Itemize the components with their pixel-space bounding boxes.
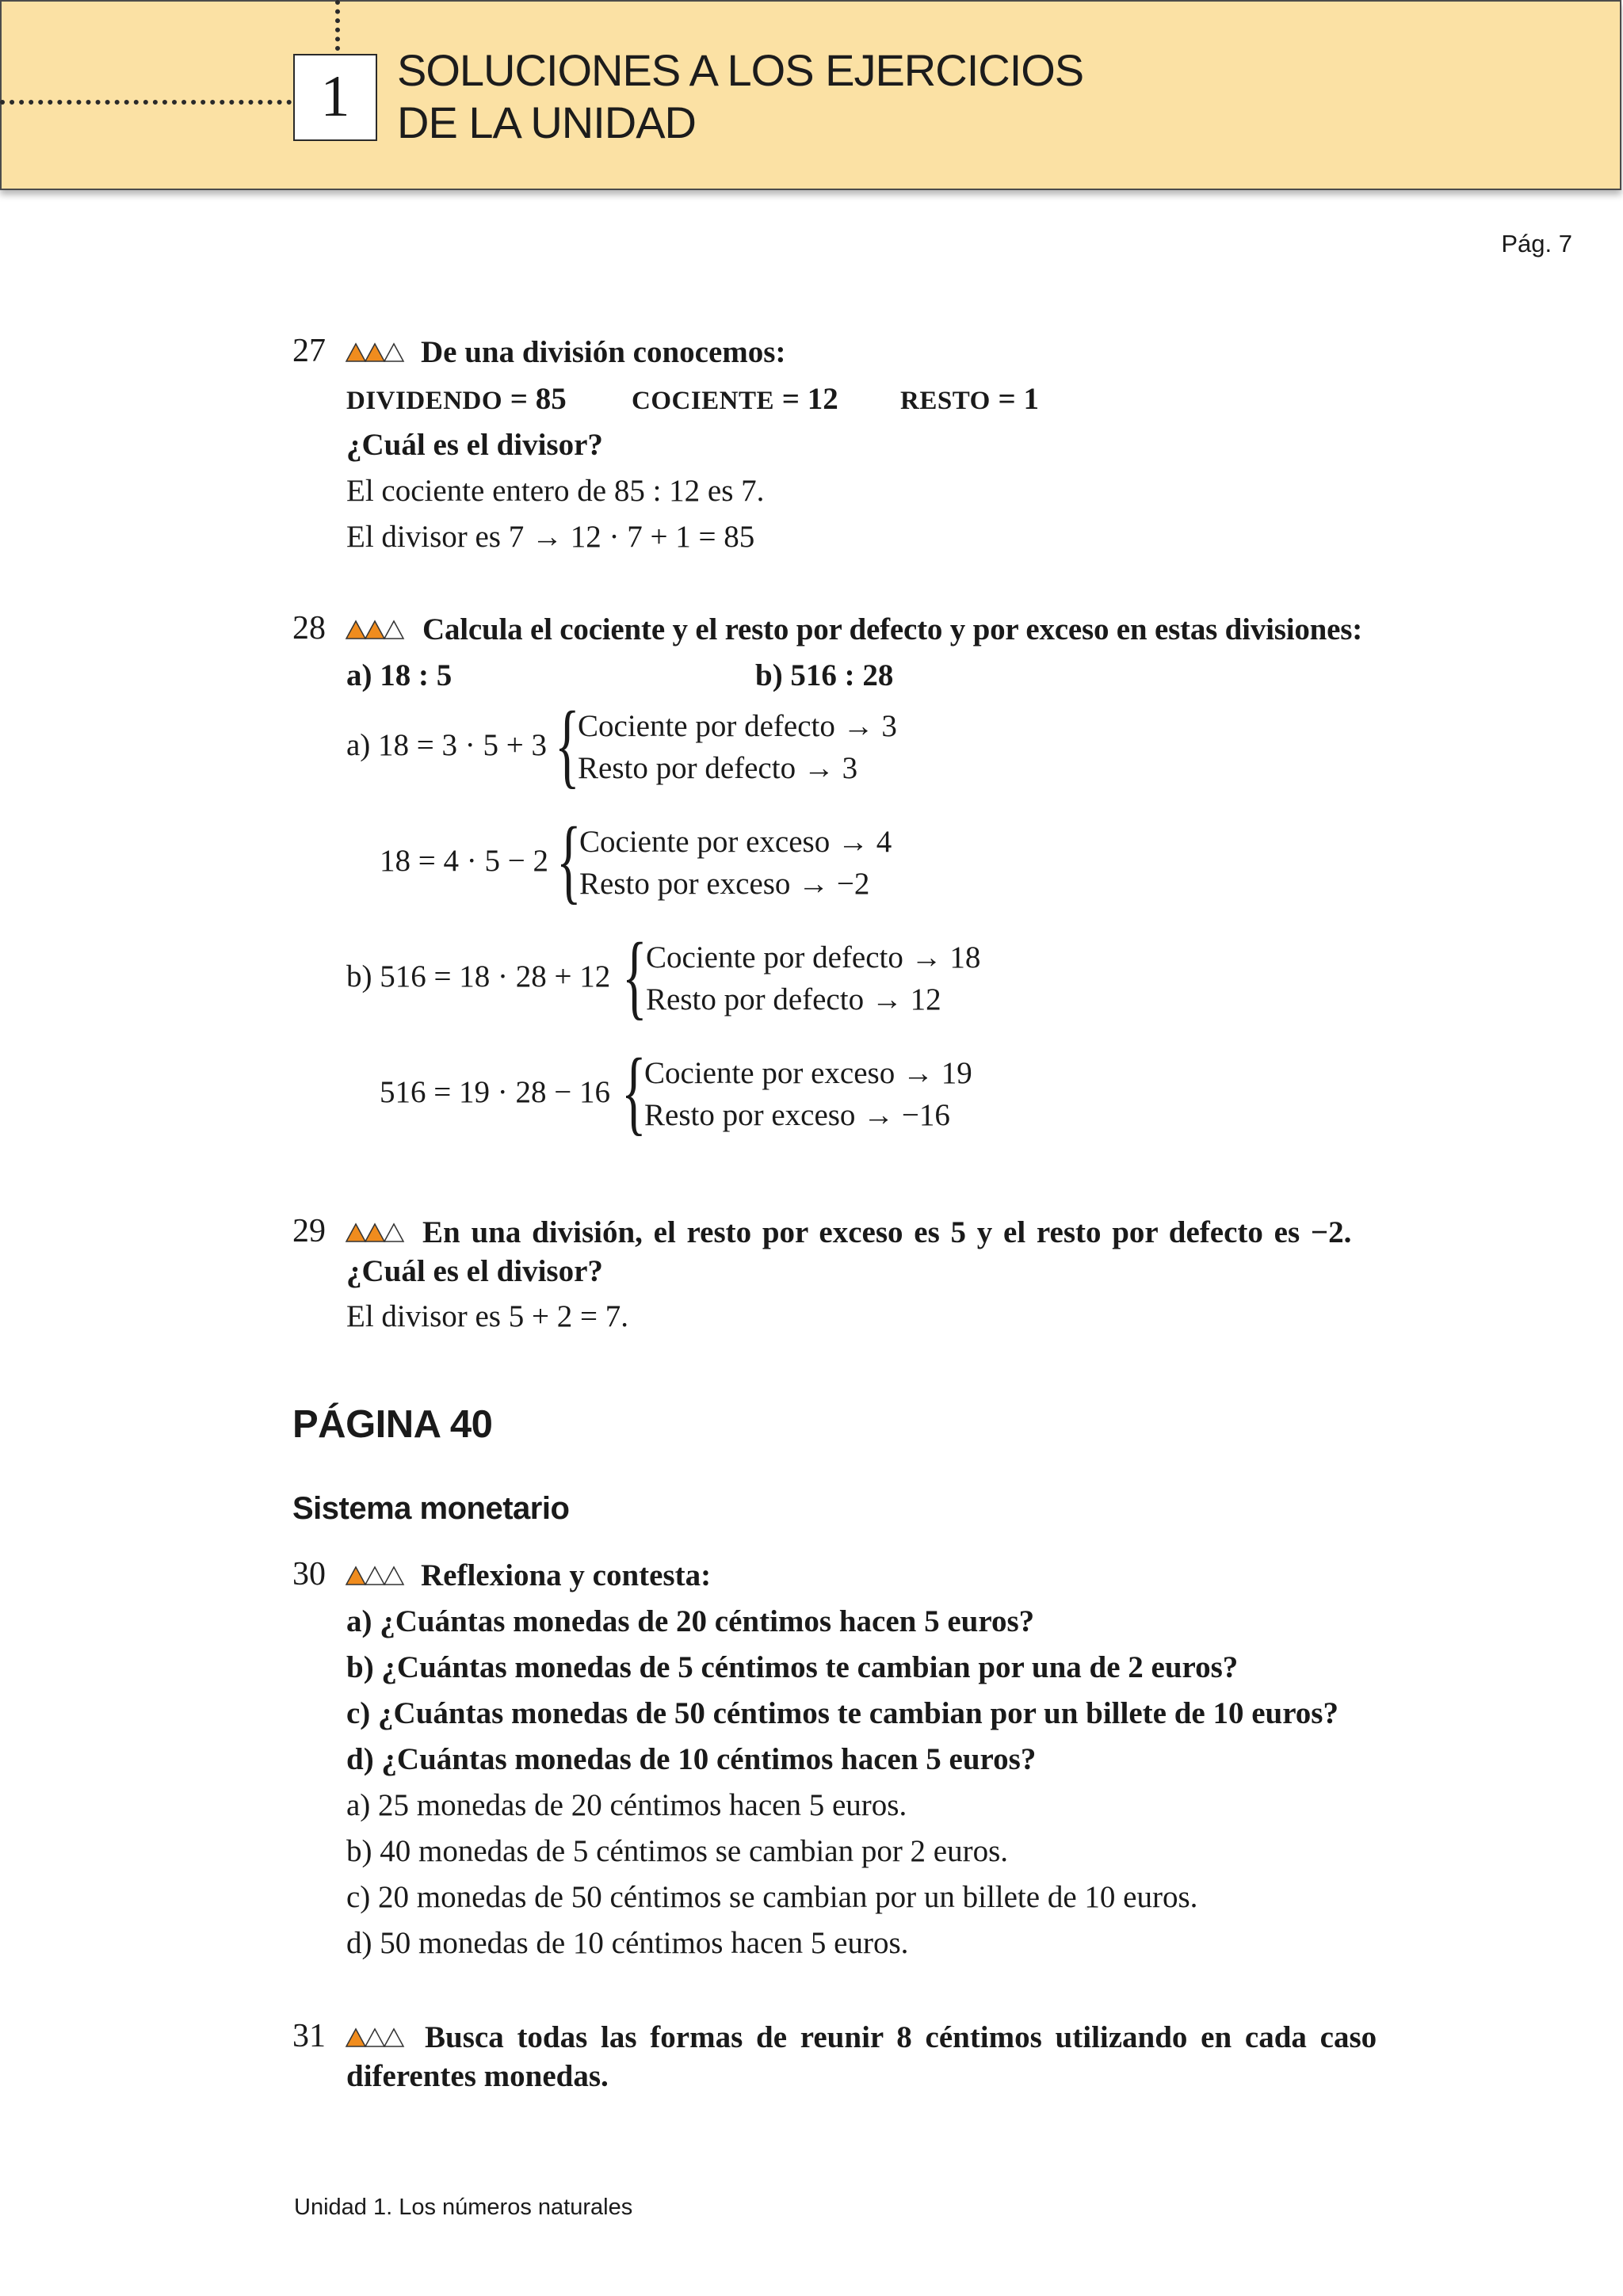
page-heading: PÁGINA 40 xyxy=(292,1403,493,1446)
equation: a) 18 = 3 · 5 + 3 xyxy=(346,728,548,762)
exercise-data xyxy=(632,380,838,420)
equation: b) 516 = 18 · 28 + 12 xyxy=(346,959,611,994)
footer: Unidad 1. Los números naturales xyxy=(294,2195,633,2220)
difficulty-triangles-icon xyxy=(345,1222,421,1243)
exercise-number: 28 xyxy=(292,610,326,646)
result-line: Cociente por exceso → 4 xyxy=(579,825,892,859)
exercise-question: c) ¿Cuántas monedas de 50 céntimos te cambian por un billete de 10 euros? xyxy=(346,1696,1338,1730)
result-line: Resto por exceso → −16 xyxy=(644,1098,950,1132)
exercise-item: a) 18 : 5 xyxy=(346,658,453,692)
exercise-statement: En una división, el resto por exceso es 5 y el resto por defecto es −2. xyxy=(422,1215,1352,1249)
difficulty-triangles-icon xyxy=(345,2027,421,2048)
result-line: Resto por exceso → −2 xyxy=(579,867,870,901)
answer-line: b) 40 monedas de 5 céntimos se cambian por 2 euros. xyxy=(346,1834,1009,1868)
answer-line: c) 20 monedas de 50 céntimos se cambian por un billete de 10 euros. xyxy=(346,1880,1198,1914)
result-line: Cociente por defecto → 3 xyxy=(578,709,897,743)
data-dividendo-value: = 85 xyxy=(510,382,567,416)
unit-number-box: 1 xyxy=(293,54,377,141)
equation: 18 = 4 · 5 − 2 xyxy=(380,844,548,878)
header-dotted-rule-vertical xyxy=(335,0,340,51)
curly-brace: { xyxy=(622,923,647,1028)
difficulty-triangles-icon xyxy=(345,342,421,363)
equation: 516 = 19 · 28 − 16 xyxy=(380,1075,610,1109)
header-dotted-rule xyxy=(0,100,292,105)
answer-line: El cociente entero de 85 : 12 es 7. xyxy=(346,474,765,508)
data-cociente-label: COCIENTE xyxy=(632,387,775,415)
exercise-question: d) ¿Cuántas monedas de 10 céntimos hacen 5 euros? xyxy=(346,1742,1037,1776)
exercise-statement: Busca todas las formas de reunir 8 céntimos utilizando en cada caso xyxy=(425,2020,1377,2054)
answer-line: d) 50 monedas de 10 céntimos hacen 5 euros. xyxy=(346,1926,909,1960)
header-title-line1: SOLUCIONES A LOS EJERCICIOS xyxy=(397,45,1084,95)
exercise-statement: Calcula el cociente y el resto por defecto y por exceso en estas divisiones: xyxy=(422,612,1362,646)
data-resto-value: = 1 xyxy=(998,382,1040,416)
data-resto-label: RESTO xyxy=(900,387,991,415)
result-line: Resto por defecto → 12 xyxy=(646,982,941,1016)
exercise-number: 31 xyxy=(292,2018,326,2054)
answer-line: a) 25 monedas de 20 céntimos hacen 5 euros. xyxy=(346,1788,907,1822)
header-title xyxy=(397,44,1083,149)
section-heading: Sistema monetario xyxy=(292,1491,570,1526)
exercise-number: 27 xyxy=(292,333,326,369)
result-line: Cociente por defecto → 18 xyxy=(646,940,981,974)
header-title-line2: DE LA UNIDAD xyxy=(397,97,696,147)
page-number: Pág. 7 xyxy=(1501,230,1572,257)
exercise-question: a) ¿Cuántas monedas de 20 céntimos hacen 5 euros? xyxy=(346,1604,1035,1638)
exercise-data xyxy=(900,380,1039,420)
difficulty-triangles-icon xyxy=(345,1566,421,1586)
exercise-number: 30 xyxy=(292,1556,326,1592)
data-cociente-value: = 12 xyxy=(781,382,838,416)
difficulty-triangles-icon xyxy=(345,620,421,640)
curly-brace: { xyxy=(621,1039,647,1144)
result-line: Cociente por exceso → 19 xyxy=(644,1056,972,1090)
answer-line: El divisor es 7 → 12 · 7 + 1 = 85 xyxy=(346,520,755,554)
exercise-statement: diferentes monedas. xyxy=(346,2059,609,2093)
data-dividendo-label: DIVIDENDO xyxy=(346,387,503,415)
exercise-statement: De una división conocemos: xyxy=(421,335,786,369)
exercise-statement: Reflexiona y contesta: xyxy=(421,1558,712,1592)
exercise-question: ¿Cuál es el divisor? xyxy=(346,428,603,462)
exercise-question: b) ¿Cuántas monedas de 5 céntimos te cambian por una de 2 euros? xyxy=(346,1650,1239,1684)
exercise-item: b) 516 : 28 xyxy=(755,658,894,692)
exercise-data xyxy=(346,380,567,420)
exercise-question: ¿Cuál es el divisor? xyxy=(346,1254,603,1288)
curly-brace: { xyxy=(556,807,582,913)
answer-line: El divisor es 5 + 2 = 7. xyxy=(346,1299,628,1333)
exercise-number: 29 xyxy=(292,1213,326,1249)
result-line: Resto por defecto → 3 xyxy=(578,751,858,785)
curly-brace: { xyxy=(555,692,580,797)
